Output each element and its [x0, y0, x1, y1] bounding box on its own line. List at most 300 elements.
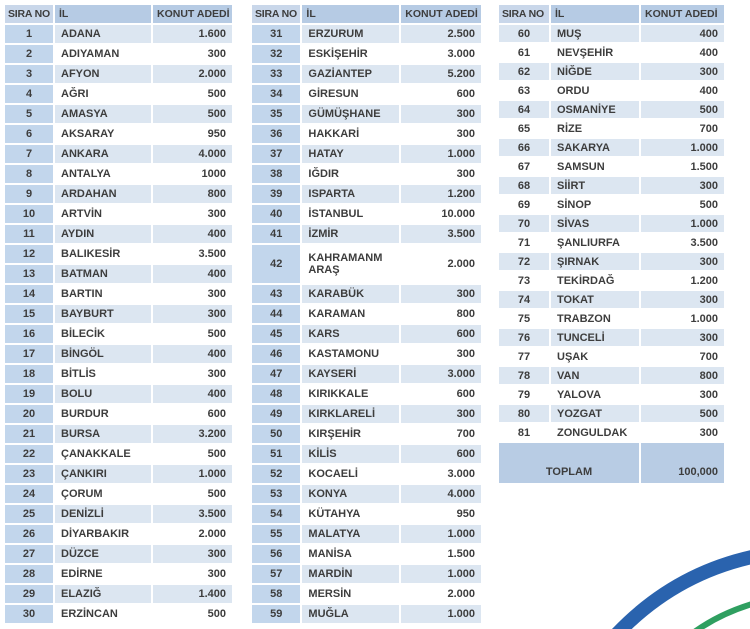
count-cell: 1.000 — [401, 525, 481, 543]
province-cell: GAZİANTEP — [302, 65, 399, 83]
header-province-cell: İL — [551, 5, 639, 23]
header-rank-cell: SIRA NO — [499, 5, 549, 23]
rank-cell: 59 — [252, 605, 300, 623]
table-row — [499, 291, 724, 308]
rank-cell: 57 — [252, 565, 300, 583]
table-row — [5, 225, 232, 243]
rank-cell: 22 — [5, 445, 53, 463]
province-cell: BOLU — [55, 385, 151, 403]
province-cell: ANTALYA — [55, 165, 151, 183]
table-row — [252, 205, 481, 223]
province-cell: RİZE — [551, 120, 639, 137]
count-cell: 600 — [401, 85, 481, 103]
province-cell: BİNGÖL — [55, 345, 151, 363]
table-row — [252, 225, 481, 243]
province-cell: MANİSA — [302, 545, 399, 563]
province-cell: İZMİR — [302, 225, 399, 243]
rank-cell: 40 — [252, 205, 300, 223]
province-cell: SAKARYA — [551, 139, 639, 156]
province-cell: KARABÜK — [302, 285, 399, 303]
rank-cell: 53 — [252, 485, 300, 503]
rank-cell: 45 — [252, 325, 300, 343]
rank-cell: 33 — [252, 65, 300, 83]
province-cell: BİLECİK — [55, 325, 151, 343]
rank-cell: 71 — [499, 234, 549, 251]
province-cell: DİYARBAKIR — [55, 525, 151, 543]
province-cell: DÜZCE — [55, 545, 151, 563]
table-row — [5, 325, 232, 343]
table-row — [5, 345, 232, 363]
table-row — [252, 345, 481, 363]
table-row — [499, 177, 724, 194]
province-cell: YOZGAT — [551, 405, 639, 422]
count-cell: 1.000 — [641, 215, 724, 232]
table-row — [5, 65, 232, 83]
province-cell: TUNCELİ — [551, 329, 639, 346]
rank-cell: 20 — [5, 405, 53, 423]
rank-cell: 75 — [499, 310, 549, 327]
rank-cell: 49 — [252, 405, 300, 423]
province-cell: TOKAT — [551, 291, 639, 308]
header-rank-cell: SIRA NO — [252, 5, 300, 23]
province-cell: KÜTAHYA — [302, 505, 399, 523]
table-row — [5, 565, 232, 583]
province-cell: KARAMAN — [302, 305, 399, 323]
header-province-cell: İL — [55, 5, 151, 23]
rank-cell: 38 — [252, 165, 300, 183]
province-cell: AYDIN — [55, 225, 151, 243]
table-row — [499, 63, 724, 80]
rank-cell: 78 — [499, 367, 549, 384]
province-cell: ERZİNCAN — [55, 605, 151, 623]
rank-cell: 47 — [252, 365, 300, 383]
count-cell: 500 — [153, 325, 232, 343]
rank-cell: 26 — [5, 525, 53, 543]
table-row — [5, 165, 232, 183]
table-row — [5, 405, 232, 423]
province-cell: SİİRT — [551, 177, 639, 194]
table-row — [5, 605, 232, 623]
count-cell: 1.000 — [401, 145, 481, 163]
count-cell: 300 — [153, 285, 232, 303]
count-cell: 400 — [641, 25, 724, 42]
table-row — [252, 125, 481, 143]
rank-cell: 63 — [499, 82, 549, 99]
provinces-table-2 — [250, 3, 483, 625]
table-row — [5, 145, 232, 163]
table-row — [499, 196, 724, 213]
rank-cell: 11 — [5, 225, 53, 243]
province-cell: SİVAS — [551, 215, 639, 232]
province-cell: ZONGULDAK — [551, 424, 639, 441]
provinces-60-81 — [497, 3, 726, 443]
count-cell: 600 — [401, 325, 481, 343]
rank-cell: 13 — [5, 265, 53, 283]
count-cell: 300 — [153, 305, 232, 323]
count-cell: 300 — [641, 253, 724, 270]
count-cell: 3.000 — [401, 45, 481, 63]
header-row — [5, 5, 232, 23]
table-row — [499, 310, 724, 327]
rank-cell: 19 — [5, 385, 53, 403]
table-row — [5, 265, 232, 283]
table-row — [252, 25, 481, 43]
province-cell: BURDUR — [55, 405, 151, 423]
count-cell: 700 — [401, 425, 481, 443]
header-rank-cell: SIRA NO — [5, 5, 53, 23]
rank-cell: 60 — [499, 25, 549, 42]
table-row — [252, 445, 481, 463]
count-cell: 2.000 — [401, 245, 481, 283]
table-row — [252, 65, 481, 83]
count-cell: 300 — [401, 125, 481, 143]
rank-cell: 39 — [252, 185, 300, 203]
province-cell: BALIKESİR — [55, 245, 151, 263]
table-row — [252, 245, 481, 283]
table-row — [252, 405, 481, 423]
province-cell: ÇANAKKALE — [55, 445, 151, 463]
table-row — [252, 505, 481, 523]
table-row — [499, 215, 724, 232]
table-row — [5, 85, 232, 103]
province-cell: AMASYA — [55, 105, 151, 123]
table-row — [252, 525, 481, 543]
rank-cell: 37 — [252, 145, 300, 163]
rank-cell: 2 — [5, 45, 53, 63]
count-cell: 300 — [153, 365, 232, 383]
rank-cell: 25 — [5, 505, 53, 523]
count-cell: 300 — [401, 285, 481, 303]
table-row — [252, 485, 481, 503]
count-cell: 4.000 — [153, 145, 232, 163]
province-cell: BATMAN — [55, 265, 151, 283]
table-row — [5, 445, 232, 463]
rank-cell: 77 — [499, 348, 549, 365]
count-cell: 700 — [641, 120, 724, 137]
count-cell: 300 — [401, 165, 481, 183]
table-row — [5, 185, 232, 203]
count-cell: 800 — [641, 367, 724, 384]
count-cell: 1.500 — [401, 545, 481, 563]
total-value: 100,000 — [641, 443, 724, 483]
count-cell: 800 — [401, 305, 481, 323]
rank-cell: 42 — [252, 245, 300, 283]
province-cell: TRABZON — [551, 310, 639, 327]
province-cell: NEVŞEHİR — [551, 44, 639, 61]
table-row — [499, 44, 724, 61]
table-row — [5, 365, 232, 383]
count-cell: 500 — [153, 445, 232, 463]
count-cell: 2.000 — [153, 65, 232, 83]
count-cell: 300 — [401, 405, 481, 423]
table-row — [5, 305, 232, 323]
rank-cell: 23 — [5, 465, 53, 483]
count-cell: 1.600 — [153, 25, 232, 43]
province-cell: UŞAK — [551, 348, 639, 365]
province-cell: AFYON — [55, 65, 151, 83]
rank-cell: 3 — [5, 65, 53, 83]
rank-cell: 48 — [252, 385, 300, 403]
table-row — [499, 386, 724, 403]
rank-cell: 79 — [499, 386, 549, 403]
count-cell: 300 — [153, 205, 232, 223]
count-cell: 1.200 — [641, 272, 724, 289]
province-cell: KASTAMONU — [302, 345, 399, 363]
table-row — [499, 272, 724, 289]
table-row — [5, 505, 232, 523]
rank-cell: 30 — [5, 605, 53, 623]
rank-cell: 24 — [5, 485, 53, 503]
province-cell: KIRŞEHİR — [302, 425, 399, 443]
rank-cell: 28 — [5, 565, 53, 583]
table-row — [499, 101, 724, 118]
count-cell: 300 — [641, 177, 724, 194]
count-cell: 950 — [401, 505, 481, 523]
table-row — [5, 465, 232, 483]
rank-cell: 76 — [499, 329, 549, 346]
rank-cell: 16 — [5, 325, 53, 343]
provinces-31-59 — [250, 3, 483, 625]
table-row — [252, 465, 481, 483]
province-cell: KAHRAMANM ARAŞ — [302, 245, 399, 283]
province-cell: MUĞLA — [302, 605, 399, 623]
province-cell: EDİRNE — [55, 565, 151, 583]
count-cell: 400 — [153, 385, 232, 403]
table-row — [5, 485, 232, 503]
count-cell: 700 — [641, 348, 724, 365]
count-cell: 1.000 — [641, 310, 724, 327]
province-cell: KONYA — [302, 485, 399, 503]
table-row — [5, 545, 232, 563]
table-row — [252, 325, 481, 343]
province-cell: HATAY — [302, 145, 399, 163]
rank-cell: 18 — [5, 365, 53, 383]
table-row — [499, 329, 724, 346]
province-cell: MARDİN — [302, 565, 399, 583]
count-cell: 400 — [641, 44, 724, 61]
table-row — [252, 565, 481, 583]
rank-cell: 17 — [5, 345, 53, 363]
province-cell: ELAZIĞ — [55, 585, 151, 603]
table-row — [252, 545, 481, 563]
province-cell: ANKARA — [55, 145, 151, 163]
table-row — [252, 285, 481, 303]
total-row — [499, 443, 724, 483]
rank-cell: 6 — [5, 125, 53, 143]
rank-cell: 72 — [499, 253, 549, 270]
rank-cell: 15 — [5, 305, 53, 323]
province-cell: NİĞDE — [551, 63, 639, 80]
provinces-table-1 — [3, 3, 234, 625]
count-cell: 600 — [153, 405, 232, 423]
count-cell: 300 — [641, 424, 724, 441]
count-cell: 10.000 — [401, 205, 481, 223]
count-cell: 300 — [153, 45, 232, 63]
count-cell: 300 — [401, 105, 481, 123]
count-cell: 1.000 — [641, 139, 724, 156]
province-cell: İSTANBUL — [302, 205, 399, 223]
rank-cell: 44 — [252, 305, 300, 323]
rank-cell: 64 — [499, 101, 549, 118]
table-row — [499, 82, 724, 99]
rank-cell: 9 — [5, 185, 53, 203]
rank-cell: 7 — [5, 145, 53, 163]
province-cell: ÇORUM — [55, 485, 151, 503]
province-cell: MUŞ — [551, 25, 639, 42]
count-cell: 1.500 — [641, 158, 724, 175]
province-cell: ISPARTA — [302, 185, 399, 203]
rank-cell: 52 — [252, 465, 300, 483]
count-cell: 800 — [153, 185, 232, 203]
count-cell: 600 — [401, 445, 481, 463]
table-row — [499, 158, 724, 175]
rank-cell: 69 — [499, 196, 549, 213]
rank-cell: 66 — [499, 139, 549, 156]
rank-cell: 14 — [5, 285, 53, 303]
provinces-1-30 — [3, 3, 234, 625]
table-row — [499, 25, 724, 42]
count-cell: 2.000 — [153, 525, 232, 543]
province-cell: KOCAELİ — [302, 465, 399, 483]
rank-cell: 5 — [5, 105, 53, 123]
count-cell: 3.500 — [153, 245, 232, 263]
rank-cell: 41 — [252, 225, 300, 243]
count-cell: 300 — [153, 545, 232, 563]
province-cell: YALOVA — [551, 386, 639, 403]
table-row — [5, 425, 232, 443]
table-row — [5, 285, 232, 303]
table-row — [499, 139, 724, 156]
table-row — [5, 125, 232, 143]
province-cell: OSMANİYE — [551, 101, 639, 118]
province-cell: HAKKARİ — [302, 125, 399, 143]
rank-cell: 58 — [252, 585, 300, 603]
table-row — [499, 120, 724, 137]
provinces-table-3 — [497, 3, 726, 483]
count-cell: 300 — [641, 386, 724, 403]
rank-cell: 29 — [5, 585, 53, 603]
count-cell: 300 — [153, 565, 232, 583]
province-cell: KIRIKKALE — [302, 385, 399, 403]
count-cell: 500 — [153, 85, 232, 103]
count-cell: 2.000 — [401, 585, 481, 603]
count-cell: 2.500 — [401, 25, 481, 43]
table-row — [499, 253, 724, 270]
rank-cell: 51 — [252, 445, 300, 463]
province-cell: ORDU — [551, 82, 639, 99]
header-count-cell: KONUT ADEDİ — [641, 5, 724, 23]
province-cell: GİRESUN — [302, 85, 399, 103]
count-cell: 300 — [641, 291, 724, 308]
table-row — [5, 385, 232, 403]
count-cell: 1.000 — [401, 565, 481, 583]
count-cell: 500 — [153, 605, 232, 623]
rank-cell: 21 — [5, 425, 53, 443]
rank-cell: 8 — [5, 165, 53, 183]
count-cell: 300 — [401, 345, 481, 363]
count-cell: 1.200 — [401, 185, 481, 203]
rank-cell: 80 — [499, 405, 549, 422]
count-cell: 1.000 — [153, 465, 232, 483]
header-province-cell: İL — [302, 5, 399, 23]
rank-cell: 43 — [252, 285, 300, 303]
rank-cell: 55 — [252, 525, 300, 543]
rank-cell: 10 — [5, 205, 53, 223]
province-cell: ÇANKIRI — [55, 465, 151, 483]
table-row — [499, 424, 724, 441]
count-cell: 950 — [153, 125, 232, 143]
header-count-cell: KONUT ADEDİ — [153, 5, 232, 23]
table-row — [499, 348, 724, 365]
province-cell: BURSA — [55, 425, 151, 443]
rank-cell: 50 — [252, 425, 300, 443]
table-row — [252, 145, 481, 163]
province-cell: ADANA — [55, 25, 151, 43]
province-cell: TEKİRDAĞ — [551, 272, 639, 289]
table-row — [252, 105, 481, 123]
province-cell: ERZURUM — [302, 25, 399, 43]
table-row — [252, 605, 481, 623]
count-cell: 400 — [153, 225, 232, 243]
province-cell: DENİZLİ — [55, 505, 151, 523]
count-cell: 500 — [641, 101, 724, 118]
count-cell: 500 — [153, 485, 232, 503]
count-cell: 3.500 — [641, 234, 724, 251]
table-row — [252, 185, 481, 203]
table-row — [5, 205, 232, 223]
count-cell: 5.200 — [401, 65, 481, 83]
province-cell: ARTVİN — [55, 205, 151, 223]
count-cell: 3.500 — [153, 505, 232, 523]
province-cell: ARDAHAN — [55, 185, 151, 203]
swoosh-green-stripe-icon — [689, 604, 750, 629]
rank-cell: 35 — [252, 105, 300, 123]
count-cell: 4.000 — [401, 485, 481, 503]
count-cell: 400 — [641, 82, 724, 99]
table-row — [499, 405, 724, 422]
header-count-cell: KONUT ADEDİ — [401, 5, 481, 23]
table-row — [252, 165, 481, 183]
rank-cell: 56 — [252, 545, 300, 563]
count-cell: 1.000 — [401, 605, 481, 623]
table-row — [252, 425, 481, 443]
rank-cell: 62 — [499, 63, 549, 80]
swoosh-decoration-icon — [570, 501, 750, 629]
rank-cell: 12 — [5, 245, 53, 263]
province-cell: KİLİS — [302, 445, 399, 463]
table-row — [252, 365, 481, 383]
province-cell: ŞIRNAK — [551, 253, 639, 270]
province-cell: SİNOP — [551, 196, 639, 213]
count-cell: 500 — [153, 105, 232, 123]
table-row — [252, 45, 481, 63]
rank-cell: 27 — [5, 545, 53, 563]
table-row — [5, 245, 232, 263]
province-cell: BAYBURT — [55, 305, 151, 323]
province-cell: KIRKLARELİ — [302, 405, 399, 423]
header-row — [499, 5, 724, 23]
province-cell: VAN — [551, 367, 639, 384]
count-cell: 500 — [641, 405, 724, 422]
count-cell: 400 — [153, 345, 232, 363]
rank-cell: 74 — [499, 291, 549, 308]
swoosh-blue-stripe-icon — [615, 557, 750, 629]
table-row — [5, 25, 232, 43]
table-row — [5, 525, 232, 543]
rank-cell: 32 — [252, 45, 300, 63]
province-cell: IĞDIR — [302, 165, 399, 183]
count-cell: 1.400 — [153, 585, 232, 603]
